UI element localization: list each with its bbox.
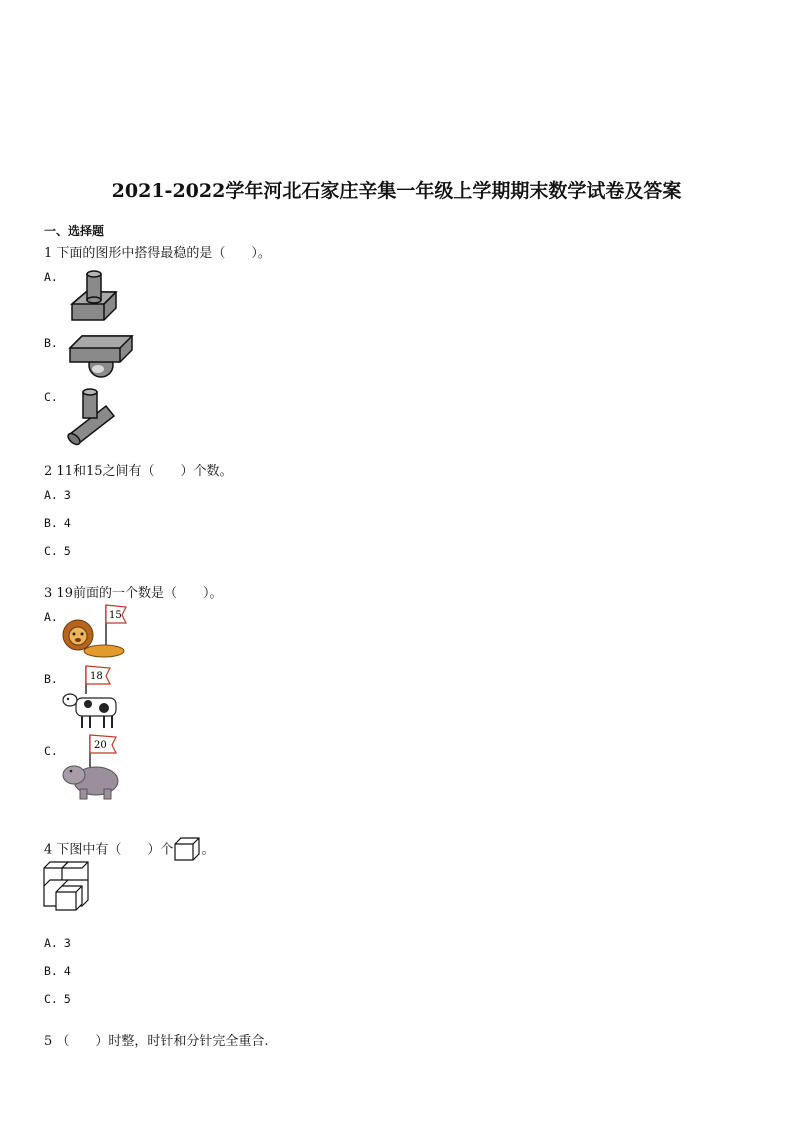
option-label: C.: [44, 992, 58, 1006]
option-value: 4: [63, 964, 71, 978]
q3-option-c-label: C.: [44, 744, 58, 758]
question-number: 3: [44, 586, 53, 601]
question-2: [44, 460, 233, 479]
cylinder-on-cuboid-figure: [68, 268, 120, 322]
flag-number: 15: [109, 610, 122, 621]
question-number: 5: [44, 1034, 53, 1049]
question-3: [44, 582, 222, 601]
q4-option-a: [44, 936, 71, 950]
q3-option-a-label: A.: [44, 610, 58, 624]
option-value: 5: [63, 992, 71, 1006]
lion-with-flag-figure: [60, 603, 128, 661]
question-number: 1: [44, 246, 53, 261]
option-value: 3: [63, 936, 71, 950]
question-text: 下图中有（ ）个: [56, 842, 174, 858]
flag-number: 18: [90, 671, 103, 682]
q1-option-a-label: A.: [44, 270, 58, 284]
q2-option-c: [44, 544, 71, 558]
question-number: 2: [44, 464, 53, 479]
cube-icon: [173, 836, 201, 860]
stacked-cubes-figure: [42, 860, 92, 912]
option-value: 5: [63, 544, 71, 558]
question-text: 19前面的一个数是（ ）。: [56, 586, 223, 601]
option-label: B.: [44, 516, 58, 530]
option-value: 3: [63, 488, 71, 502]
question-1: [44, 242, 271, 261]
q1-option-c-label: C.: [44, 390, 58, 404]
q2-option-a: [44, 488, 71, 502]
option-label: A.: [44, 488, 58, 502]
two-cylinders-joined-figure: [66, 386, 116, 444]
option-label: A.: [44, 936, 58, 950]
section-heading: 一、选择题: [44, 224, 105, 238]
q4-option-b: [44, 964, 71, 978]
question-5: [44, 1030, 269, 1049]
question-text: （ ）时整，时针和分针完全重合.: [56, 1034, 269, 1049]
question-4: [44, 838, 214, 862]
option-label: B.: [44, 964, 58, 978]
q3-option-b-label: B.: [44, 672, 58, 686]
document-title: 2021-2022学年河北石家庄辛集一年级上学期期末数学试卷及答案: [111, 180, 682, 202]
q1-option-b-label: B.: [44, 336, 58, 350]
cow-with-flag-figure: [60, 664, 122, 734]
question-text: 下面的图形中搭得最稳的是（ ）。: [56, 246, 271, 261]
option-value: 4: [63, 516, 71, 530]
flag-number: 20: [94, 740, 107, 751]
option-label: C.: [44, 544, 58, 558]
question-number: 4: [44, 842, 53, 858]
hippo-with-flag-figure: [60, 733, 122, 803]
q4-option-c: [44, 992, 71, 1006]
q2-option-b: [44, 516, 71, 530]
question-text: 11和15之间有（ ）个数。: [56, 464, 233, 479]
cuboid-on-sphere-figure: [68, 334, 134, 380]
question-text-end: 。: [201, 842, 215, 858]
